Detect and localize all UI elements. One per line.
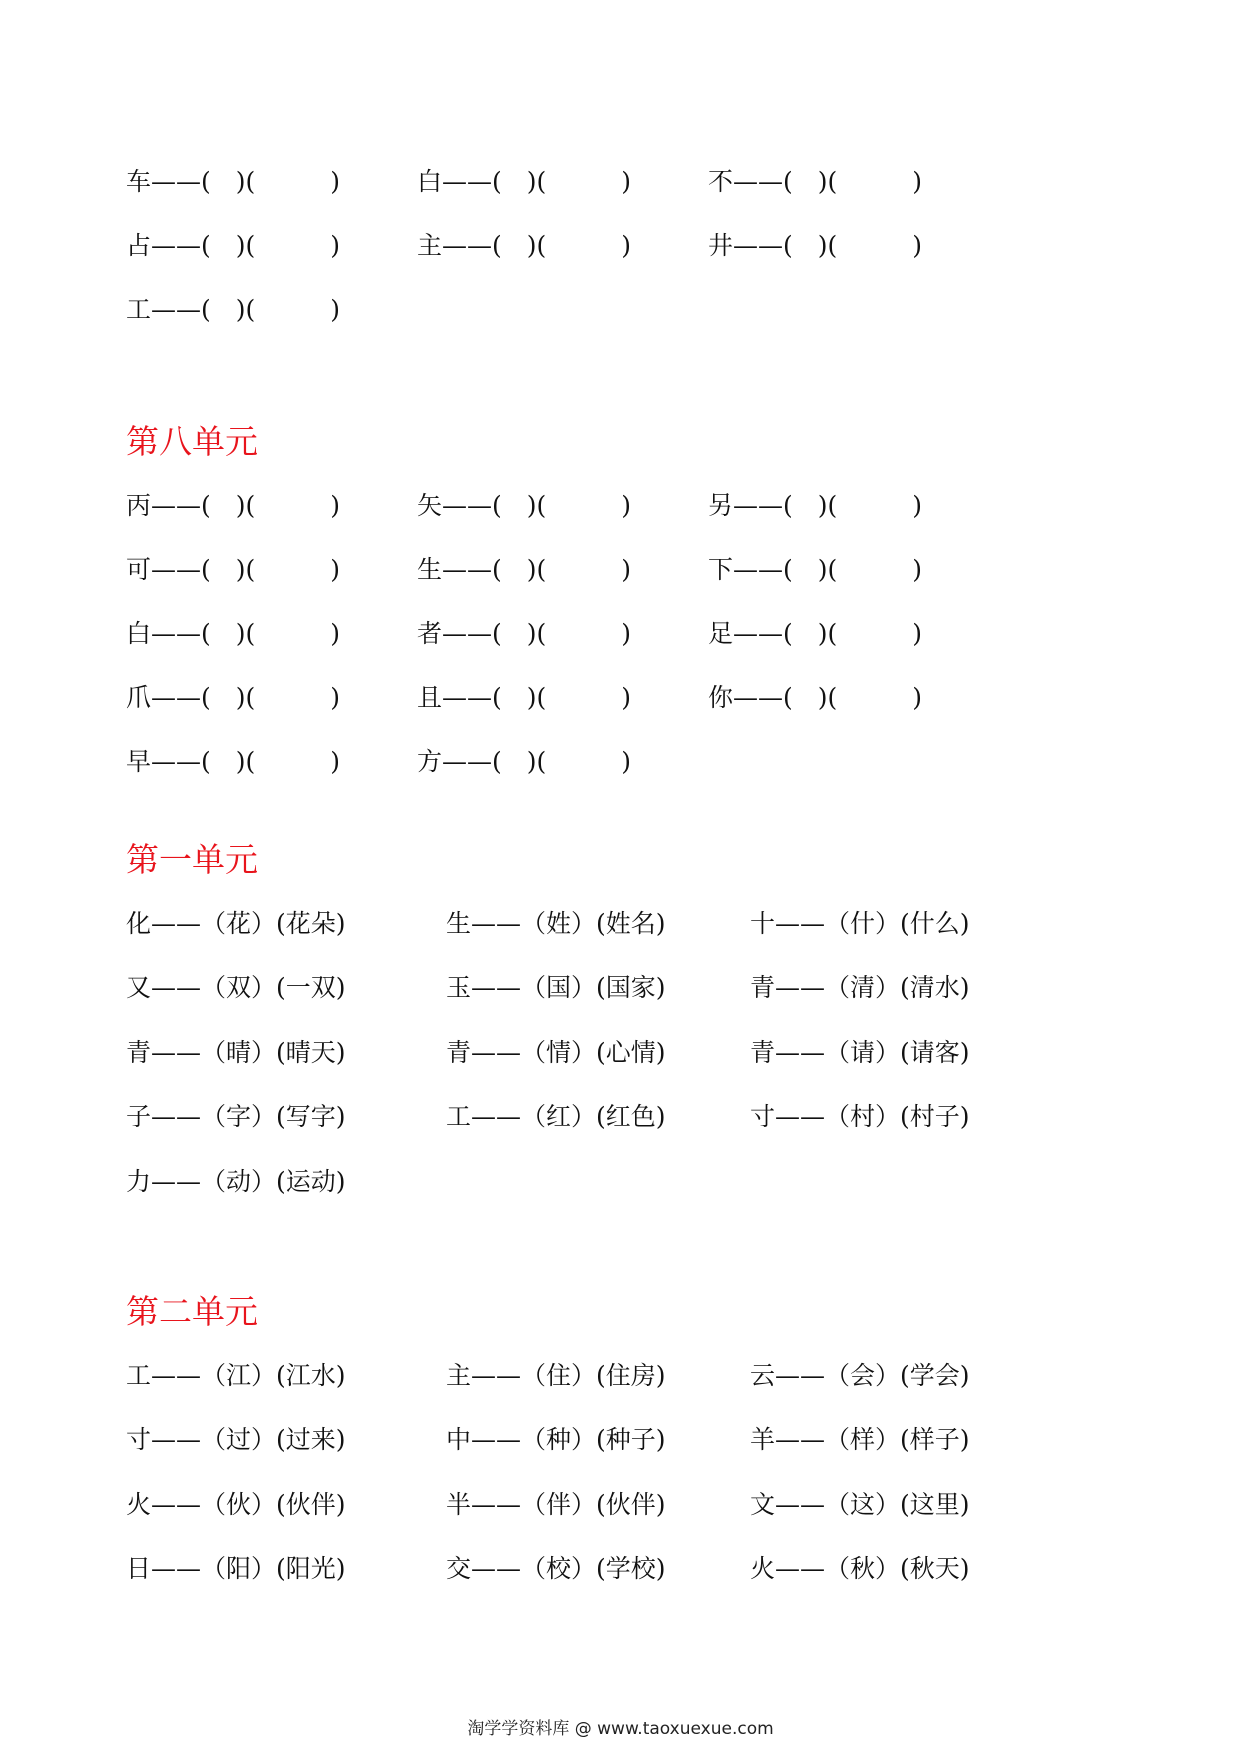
- exercise-item: 羊——（样）(样子): [750, 1425, 970, 1454]
- exercise-item: 工——( )( ): [126, 295, 341, 324]
- exercise-item: 生——（姓）(姓名): [446, 909, 666, 938]
- exercise-item: 白——( )( ): [417, 167, 632, 196]
- exercise-item: 主——（住）(住房): [446, 1361, 666, 1390]
- exercise-item: 车——( )( ): [126, 167, 341, 196]
- exercise-item: 云——（会）(学会): [750, 1361, 970, 1390]
- exercise-item: 交——（校）(学校): [446, 1554, 666, 1583]
- section-title-unit-8: 第八单元: [126, 422, 258, 461]
- exercise-item: 方——( )( ): [417, 747, 632, 776]
- exercise-item: 工——（江）(江水): [126, 1361, 346, 1390]
- exercise-item: 中——（种）(种子): [446, 1425, 666, 1454]
- exercise-item: 青——（清）(清水): [750, 973, 970, 1002]
- exercise-item: 十——（什）(什么): [750, 909, 970, 938]
- exercise-item: 半——（伴）(伙伴): [446, 1490, 666, 1519]
- exercise-item: 火——（伙）(伙伴): [126, 1490, 346, 1519]
- section-title-unit-2: 第二单元: [126, 1292, 258, 1331]
- exercise-item: 另——( )( ): [708, 491, 923, 520]
- exercise-item: 早——( )( ): [126, 747, 341, 776]
- exercise-item: 丙——( )( ): [126, 491, 341, 520]
- exercise-item: 下——( )( ): [708, 555, 923, 584]
- exercise-item: 日——（阳）(阳光): [126, 1554, 346, 1583]
- exercise-item: 足——( )( ): [708, 619, 923, 648]
- exercise-item: 主——( )( ): [417, 231, 632, 260]
- exercise-item: 子——（字）(写字): [126, 1102, 346, 1131]
- footer-watermark: 淘学学资料库 @ www.taoxuexue.com: [467, 1719, 774, 1739]
- exercise-item: 工——（红）(红色): [446, 1102, 666, 1131]
- exercise-item: 井——( )( ): [708, 231, 923, 260]
- exercise-item: 火——（秋）(秋天): [750, 1554, 970, 1583]
- exercise-item: 矢——( )( ): [417, 491, 632, 520]
- exercise-item: 文——（这）(这里): [750, 1490, 970, 1519]
- exercise-item: 寸——（过）(过来): [126, 1425, 346, 1454]
- exercise-item: 寸——（村）(村子): [750, 1102, 970, 1131]
- exercise-item: 青——（请）(请客): [750, 1038, 970, 1067]
- exercise-item: 可——( )( ): [126, 555, 341, 584]
- exercise-item: 青——（情）(心情): [446, 1038, 666, 1067]
- section-title-unit-1: 第一单元: [126, 840, 258, 879]
- exercise-item: 者——( )( ): [417, 619, 632, 648]
- exercise-item: 又——（双）(一双): [126, 973, 346, 1002]
- exercise-item: 爪——( )( ): [126, 683, 341, 712]
- exercise-item: 玉——（国）(国家): [446, 973, 666, 1002]
- exercise-item: 你——( )( ): [708, 683, 923, 712]
- exercise-item: 不——( )( ): [708, 167, 923, 196]
- exercise-item: 青——（晴）(晴天): [126, 1038, 346, 1067]
- exercise-item: 力——（动）(运动): [126, 1167, 346, 1196]
- exercise-item: 白——( )( ): [126, 619, 341, 648]
- exercise-item: 占——( )( ): [126, 231, 341, 260]
- exercise-item: 且——( )( ): [417, 683, 632, 712]
- exercise-item: 生——( )( ): [417, 555, 632, 584]
- exercise-item: 化——（花）(花朵): [126, 909, 346, 938]
